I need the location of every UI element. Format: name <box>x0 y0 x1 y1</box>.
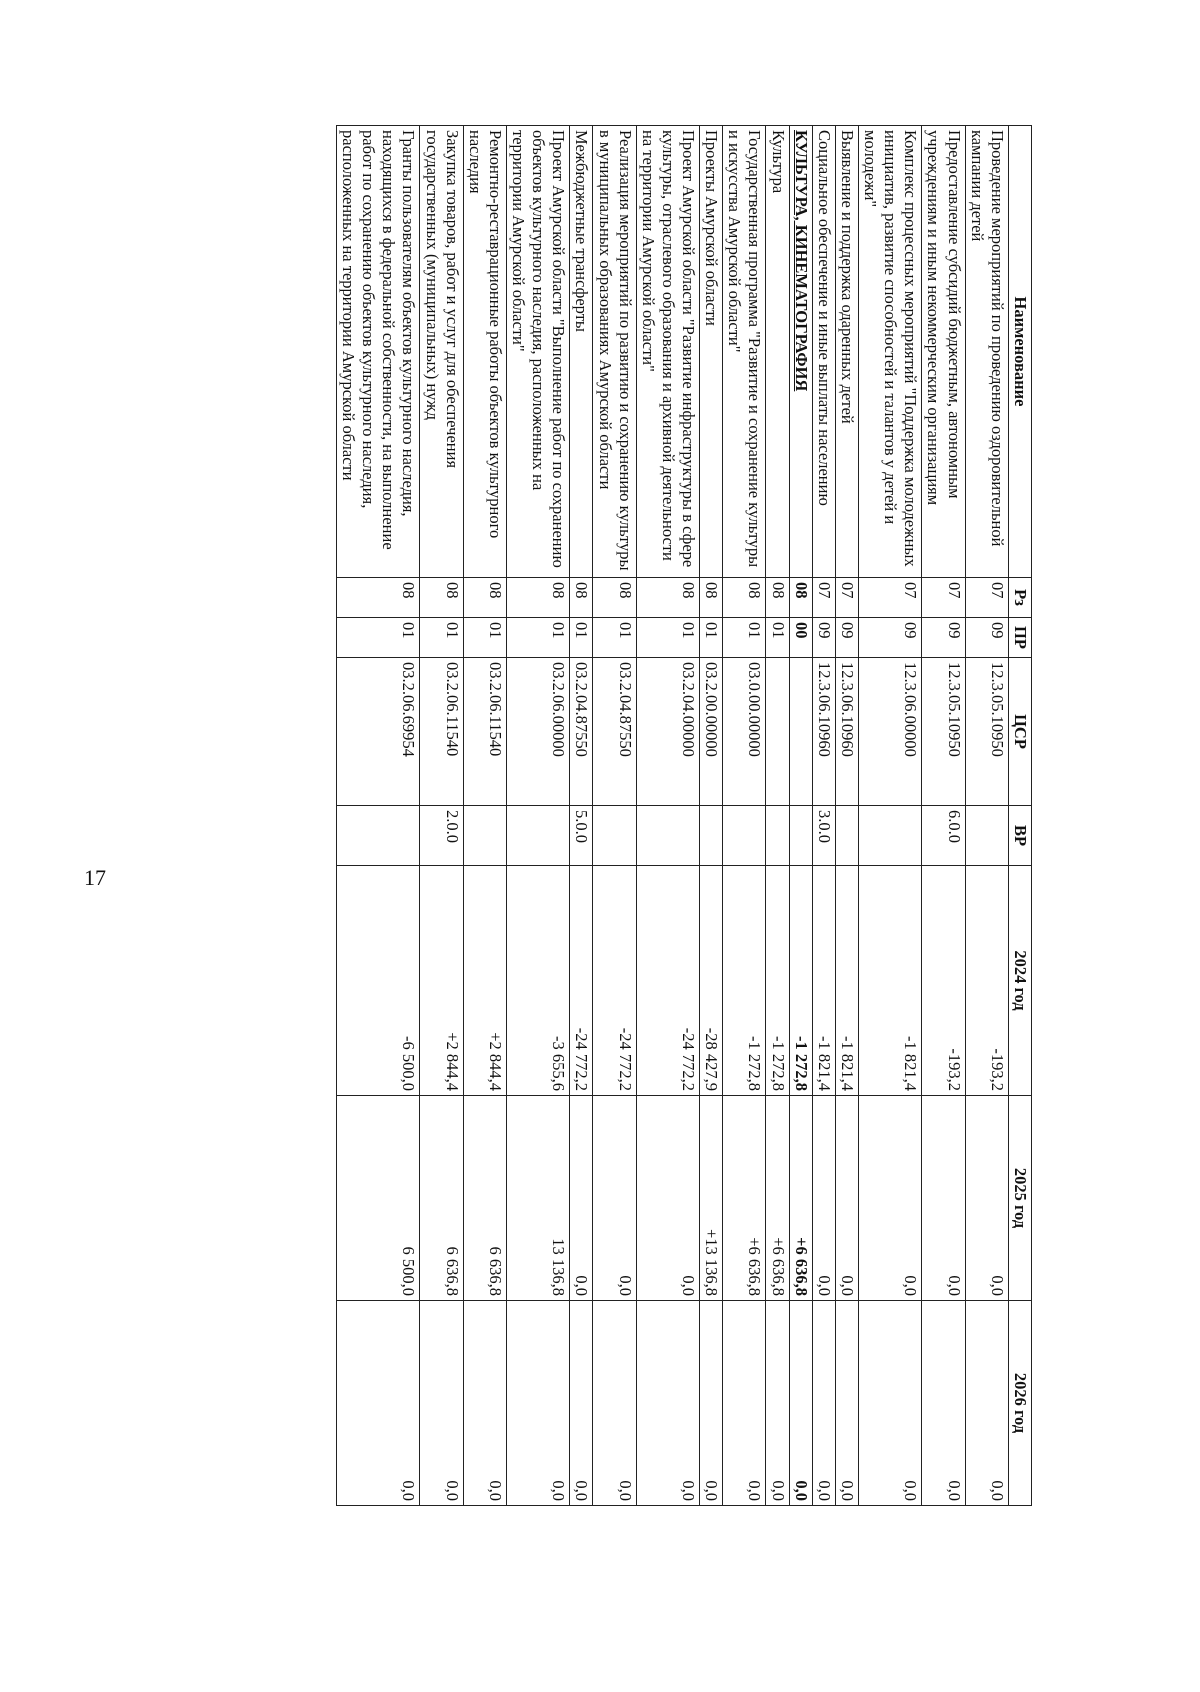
table-body <box>337 126 1009 1506</box>
col-header-2025: 2025 год <box>1008 1096 1031 1301</box>
cell-2025: +6 636,8 <box>723 1096 766 1301</box>
table-row <box>337 126 421 1506</box>
cell-2025: +6 636,8 <box>766 1096 789 1301</box>
cell-pr: 01 <box>700 618 723 658</box>
table-header-row <box>1008 126 1031 1506</box>
cell-2025: +6 636,8 <box>789 1096 812 1301</box>
cell-rz: 08 <box>337 578 421 618</box>
cell-2025: 0,0 <box>636 1096 699 1301</box>
cell-pr: 09 <box>965 618 1008 658</box>
cell-2024: -6 500,0 <box>337 866 421 1096</box>
cell-2026: 0,0 <box>593 1301 636 1506</box>
cell-vr <box>507 806 570 866</box>
cell-2025: 0,0 <box>812 1096 835 1301</box>
cell-rz: 08 <box>463 578 506 618</box>
cell-2024: -28 427,9 <box>700 866 723 1096</box>
cell-rz: 07 <box>835 578 858 618</box>
cell-csr: 03.2.06.00000 <box>507 658 570 806</box>
cell-pr: 01 <box>593 618 636 658</box>
cell-name: Проект Амурской области "Выполнение работ по сохранению объектов культурного наследия, расположенных на территории Амурской области" <box>507 126 570 578</box>
cell-pr: 01 <box>463 618 506 658</box>
cell-2026: 0,0 <box>835 1301 858 1506</box>
cell-2024: -1 821,4 <box>835 866 858 1096</box>
cell-2024: -24 772,2 <box>593 866 636 1096</box>
col-header-2026: 2026 год <box>1008 1301 1031 1506</box>
cell-vr <box>723 806 766 866</box>
cell-2024: -24 772,2 <box>636 866 699 1096</box>
cell-pr: 09 <box>812 618 835 658</box>
cell-name: Реализация мероприятий по развитию и сохранению культуры в муниципальных образованиях Амурской области <box>593 126 636 578</box>
cell-name: Гранты пользователям объектов культурного наследия, находящихся в федеральной собственности, на выполнение работ по сохранению объектов культурного наследия, расположенных на территории Амурской области <box>337 126 421 578</box>
table-row <box>700 126 723 1506</box>
cell-name: Проект Амурской области "Развитие инфраструктуры в сфере культуры, отраслевого образования и архивной деятельности на территории Амурской области" <box>636 126 699 578</box>
col-header-2024: 2024 год <box>1008 866 1031 1096</box>
cell-csr: 03.2.06.11540 <box>420 658 463 806</box>
cell-rz: 07 <box>859 578 922 618</box>
col-header-csr: ЦСР <box>1008 658 1031 806</box>
cell-2025: 0,0 <box>965 1096 1008 1301</box>
cell-csr: 03.2.04.00000 <box>636 658 699 806</box>
cell-rz: 08 <box>700 578 723 618</box>
cell-2025: 6 636,8 <box>420 1096 463 1301</box>
cell-2026: 0,0 <box>859 1301 922 1506</box>
cell-2026: 0,0 <box>965 1301 1008 1506</box>
cell-2026: 0,0 <box>700 1301 723 1506</box>
cell-vr <box>700 806 723 866</box>
cell-vr: 2.0.0 <box>420 806 463 866</box>
table-row <box>812 126 835 1506</box>
cell-rz: 08 <box>766 578 789 618</box>
table-row <box>570 126 593 1506</box>
cell-2025: 0,0 <box>570 1096 593 1301</box>
cell-vr <box>636 806 699 866</box>
cell-name: Государственная программа "Развитие и сохранение культуры и искусства Амурской области" <box>723 126 766 578</box>
cell-vr: 5.0.0 <box>570 806 593 866</box>
cell-csr: 03.2.00.00000 <box>700 658 723 806</box>
col-header-rz: Рз <box>1008 578 1031 618</box>
budget-table-container <box>336 125 1032 1505</box>
cell-2024: -193,2 <box>922 866 965 1096</box>
page-number: 17 <box>84 865 106 890</box>
table-row <box>463 126 506 1506</box>
table-row <box>859 126 922 1506</box>
cell-pr: 01 <box>723 618 766 658</box>
table-row <box>593 126 636 1506</box>
cell-2025: 0,0 <box>593 1096 636 1301</box>
cell-name: Проведение мероприятий по проведению оздоровительной кампании детей <box>965 126 1008 578</box>
cell-pr: 09 <box>835 618 858 658</box>
cell-pr: 01 <box>337 618 421 658</box>
cell-rz: 08 <box>636 578 699 618</box>
cell-vr <box>965 806 1008 866</box>
cell-2026: 0,0 <box>463 1301 506 1506</box>
table-row <box>789 126 812 1506</box>
cell-2024: +2 844,4 <box>463 866 506 1096</box>
cell-name: Выявление и поддержка одаренных детей <box>835 126 858 578</box>
cell-pr: 00 <box>789 618 812 658</box>
table-row <box>835 126 858 1506</box>
cell-name: Закупка товаров, работ и услуг для обеспечения государственных (муниципальных) нужд <box>420 126 463 578</box>
cell-2026: 0,0 <box>507 1301 570 1506</box>
cell-csr <box>766 658 789 806</box>
cell-2025: 0,0 <box>859 1096 922 1301</box>
cell-2026: 0,0 <box>922 1301 965 1506</box>
cell-pr: 09 <box>922 618 965 658</box>
cell-rz: 08 <box>570 578 593 618</box>
cell-pr: 01 <box>570 618 593 658</box>
cell-name: Комплекс процессных мероприятий "Поддержка молодежных инициатив, развитие способностей и талантов у детей и молодежи" <box>859 126 922 578</box>
cell-name: КУЛЬТУРА, КИНЕМАТОГРАФИЯ <box>789 126 812 578</box>
cell-pr: 09 <box>859 618 922 658</box>
cell-rz: 07 <box>812 578 835 618</box>
cell-csr: 03.2.06.11540 <box>463 658 506 806</box>
table-row <box>766 126 789 1506</box>
cell-2024: -3 655,6 <box>507 866 570 1096</box>
cell-2024: +2 844,4 <box>420 866 463 1096</box>
cell-csr: 12.3.06.00000 <box>859 658 922 806</box>
cell-csr: 12.3.06.10960 <box>835 658 858 806</box>
cell-2025: 13 136,8 <box>507 1096 570 1301</box>
cell-2025: 6 636,8 <box>463 1096 506 1301</box>
cell-rz: 08 <box>593 578 636 618</box>
cell-2026: 0,0 <box>789 1301 812 1506</box>
table-row <box>507 126 570 1506</box>
cell-rz: 08 <box>723 578 766 618</box>
cell-vr <box>835 806 858 866</box>
cell-csr: 03.2.06.69954 <box>337 658 421 806</box>
cell-rz: 08 <box>507 578 570 618</box>
col-header-name: Наименование <box>1008 126 1031 578</box>
table-row <box>723 126 766 1506</box>
table-row <box>636 126 699 1506</box>
cell-2026: 0,0 <box>570 1301 593 1506</box>
cell-name: Межбюджетные трансферты <box>570 126 593 578</box>
cell-csr: 03.0.00.00000 <box>723 658 766 806</box>
cell-rz: 08 <box>789 578 812 618</box>
budget-table <box>336 125 1032 1506</box>
cell-vr: 3.0.0 <box>812 806 835 866</box>
cell-vr <box>337 806 421 866</box>
cell-2025: 0,0 <box>922 1096 965 1301</box>
cell-2024: -1 272,8 <box>789 866 812 1096</box>
cell-2025: 0,0 <box>835 1096 858 1301</box>
cell-csr: 03.2.04.87550 <box>593 658 636 806</box>
cell-2026: 0,0 <box>337 1301 421 1506</box>
table-row <box>420 126 463 1506</box>
cell-vr <box>859 806 922 866</box>
cell-csr: 12.3.06.10960 <box>812 658 835 806</box>
table-row <box>965 126 1008 1506</box>
cell-vr <box>593 806 636 866</box>
cell-name: Социальное обеспечение и иные выплаты населению <box>812 126 835 578</box>
cell-2024: -1 821,4 <box>812 866 835 1096</box>
cell-2026: 0,0 <box>420 1301 463 1506</box>
cell-rz: 08 <box>420 578 463 618</box>
cell-csr: 03.2.04.87550 <box>570 658 593 806</box>
cell-pr: 01 <box>636 618 699 658</box>
cell-pr: 01 <box>766 618 789 658</box>
cell-csr <box>789 658 812 806</box>
cell-2024: -1 821,4 <box>859 866 922 1096</box>
col-header-pr: ПР <box>1008 618 1031 658</box>
cell-vr: 6.0.0 <box>922 806 965 866</box>
cell-name: Проекты Амурской области <box>700 126 723 578</box>
cell-2024: -1 272,8 <box>723 866 766 1096</box>
cell-pr: 01 <box>507 618 570 658</box>
cell-vr <box>766 806 789 866</box>
cell-name: Ремонтно-реставрационные работы объектов культурного наследия <box>463 126 506 578</box>
cell-2024: -1 272,8 <box>766 866 789 1096</box>
cell-vr <box>463 806 506 866</box>
cell-rz: 07 <box>965 578 1008 618</box>
cell-csr: 12.3.05.10950 <box>922 658 965 806</box>
cell-2024: -193,2 <box>965 866 1008 1096</box>
cell-vr <box>789 806 812 866</box>
cell-2026: 0,0 <box>723 1301 766 1506</box>
cell-2026: 0,0 <box>812 1301 835 1506</box>
col-header-vr: ВР <box>1008 806 1031 866</box>
cell-csr: 12.3.05.10950 <box>965 658 1008 806</box>
cell-2026: 0,0 <box>636 1301 699 1506</box>
cell-name: Культура <box>766 126 789 578</box>
table-row <box>922 126 965 1506</box>
cell-name: Предоставление субсидий бюджетным, автономным учреждениям и иным некоммерческим организациям <box>922 126 965 578</box>
cell-pr: 01 <box>420 618 463 658</box>
cell-2025: +13 136,8 <box>700 1096 723 1301</box>
cell-rz: 07 <box>922 578 965 618</box>
cell-2026: 0,0 <box>766 1301 789 1506</box>
cell-2024: -24 772,2 <box>570 866 593 1096</box>
cell-2025: 6 500,0 <box>337 1096 421 1301</box>
